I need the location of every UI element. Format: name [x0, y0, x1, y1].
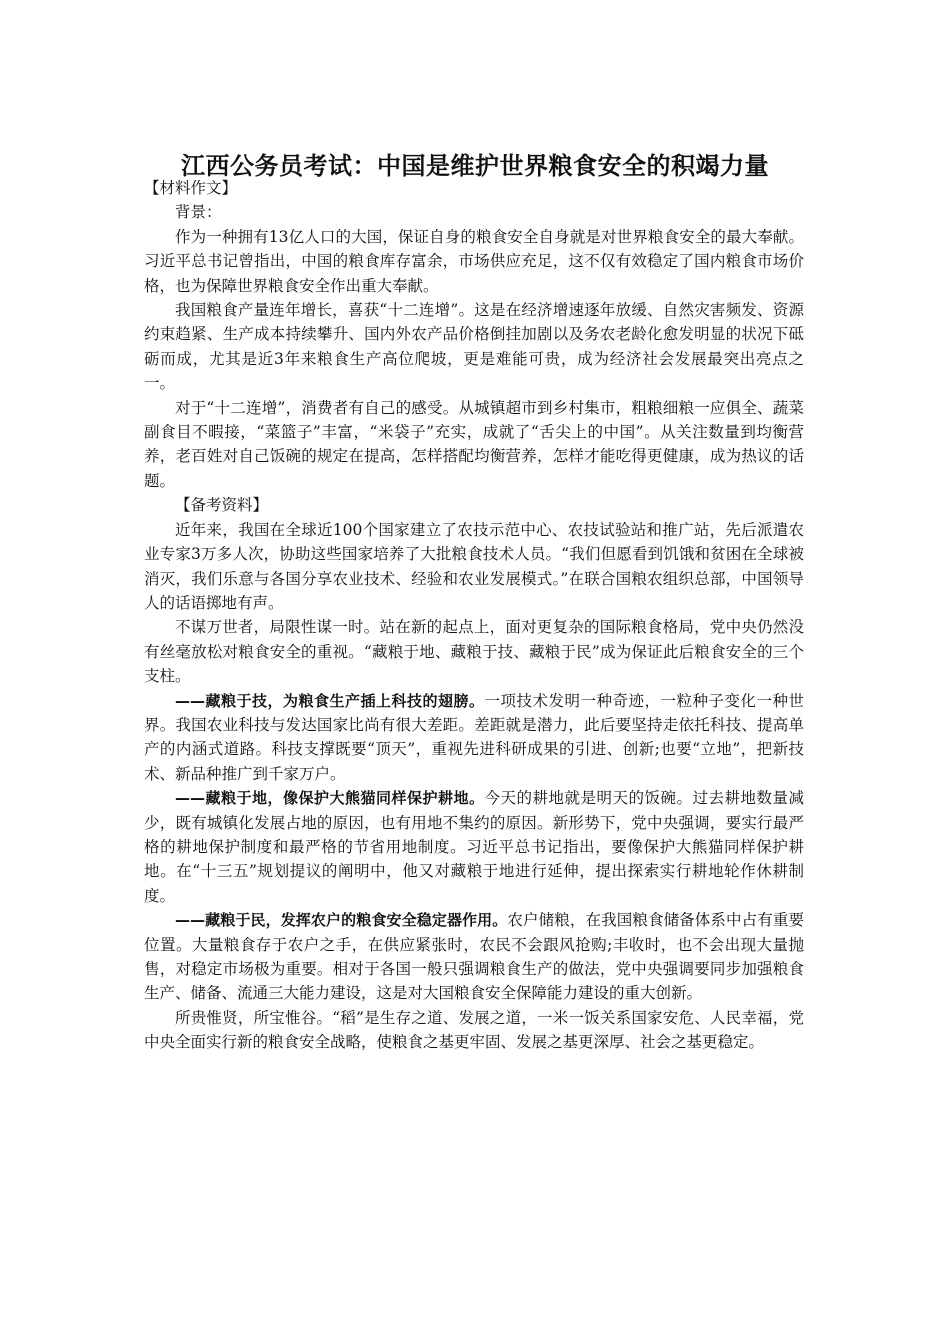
document-title: 江西公务员考试：中国是维护世界粮食安全的积竭力量: [181, 152, 769, 181]
paragraph-closing: 所贵惟贤，所宝惟谷。“稻”是生存之道、发展之道，一米一饭关系国家安危、人民幸福，党中央全面实行新的粮食安全战略，使粮食之基更牢固、发展之基更深厚、社会之基更稳定。: [144, 1008, 804, 1052]
pillar-text-people: 农户储粮，在我国粮食储备体系中占有重要位置。大量粮食存于农户之手，在供应紧张时，农民不会跟风抢购;丰收时，也不会出现大量抛售，对稳定市场极为重要。相对于各国一般只强调粮食生产的做法，党中央强调要同步加强粮食生产、储备、流通三大能力建设，这是对大国粮食安全保障能力建设的重大创新。: [144, 911, 804, 1003]
paragraph-pillar-people: [144, 908, 804, 1006]
paragraph-background-2: 我国粮食产量连年增长，喜获“十二连增”。这是在经济增速逐年放缓、自然灾害频发、资源约束趋紧、生产成本持续攀升、国内外农产品价格倒挂加剧以及务农老龄化愈发明显的状况下砥砺而成，尤其是近3年来粮食生产高位爬坡，更是难能可贵，成为经济社会发展最突出亮点之一。: [144, 301, 804, 393]
section-label-material: 【材料作文】: [144, 179, 238, 197]
paragraph-reference-2: 不谋万世者，局限性谋一时。站在新的起点上，面对更复杂的国际粮食格局，党中央仍然没有丝毫放松对粮食安全的重视。“藏粮于地、藏粮于技、藏粮于民”成为保证此后粮食安全的三个支柱。: [144, 618, 804, 686]
paragraph-reference-1: 近年来，我国在全球近100个国家建立了农技示范中心、农技试验站和推广站，先后派遣农业专家3万多人次，协助这些国家培养了大批粮食技术人员。“我们但愿看到饥饿和贫困在全球被消灭，我们乐意与各国分享农业技术、经验和农业发展模式。”在联合国粮农组织总部，中国领导人的话语掷地有声。: [144, 520, 804, 612]
background-label: 背景：: [175, 203, 222, 222]
pillar-text-land: 今天的耕地就是明天的饭碗。过去耕地数量减少，既有城镇化发展占地的原因，也有用地不集约的原因。新形势下，党中央强调，要实行最严格的耕地保护制度和最严格的节省用地制度。习近平总书记指出，要像保护大熊猫同样保护耕地。在“十三五”规划提议的阐明中，他又对藏粮于地进行延伸，提出探索实行耕地轮作休耕制度。: [144, 789, 804, 905]
document-body: [144, 176, 804, 1055]
pillar-text-technology: 一项技术发明一种奇迹，一粒种子变化一种世界。我国农业科技与发达国家比尚有很大差距。差距就是潜力，此后要坚持走依托科技、提高单产的内涵式道路。科技支撑既要“顶天”，重视先进科研成果的引进、创新;也要“立地”，把新技术、新品种推广到千家万户。: [144, 691, 804, 783]
paragraph-background-1: 作为一种拥有13亿人口的大国，保证自身的粮食安全自身就是对世界粮食安全的最大奉献。习近平总书记曾指出，中国的粮食库存富余，市场供应充足，这不仅有效稳定了国内粮食市场价格，也为保障世界粮食安全作出重大奉献。: [144, 227, 804, 295]
pillar-lead-technology: ——藏粮于技，为粮食生产插上科技的翅膀。: [175, 691, 485, 710]
paragraph-background-3: 对于“十二连增”，消费者有自己的感受。从城镇超市到乡村集市，粗粮细粮一应俱全、蔬菜副食目不暇接，“菜篮子”丰富，“米袋子”充实，成就了“舌尖上的中国”。从关注数量到均衡营养，老百姓对自己饭碗的规定在提高，怎样搭配均衡营养，怎样才能吃得更健康，成为热议的话题。: [144, 398, 804, 490]
paragraph-pillar-technology: [144, 689, 804, 787]
pillar-lead-people: ——藏粮于民，发挥农户的粮食安全稳定器作用。: [175, 911, 508, 930]
section-label-reference: 【备考资料】: [175, 496, 269, 515]
pillar-lead-land: ——藏粮于地，像保护大熊猫同样保护耕地。: [175, 789, 485, 808]
paragraph-pillar-land: [144, 786, 804, 908]
